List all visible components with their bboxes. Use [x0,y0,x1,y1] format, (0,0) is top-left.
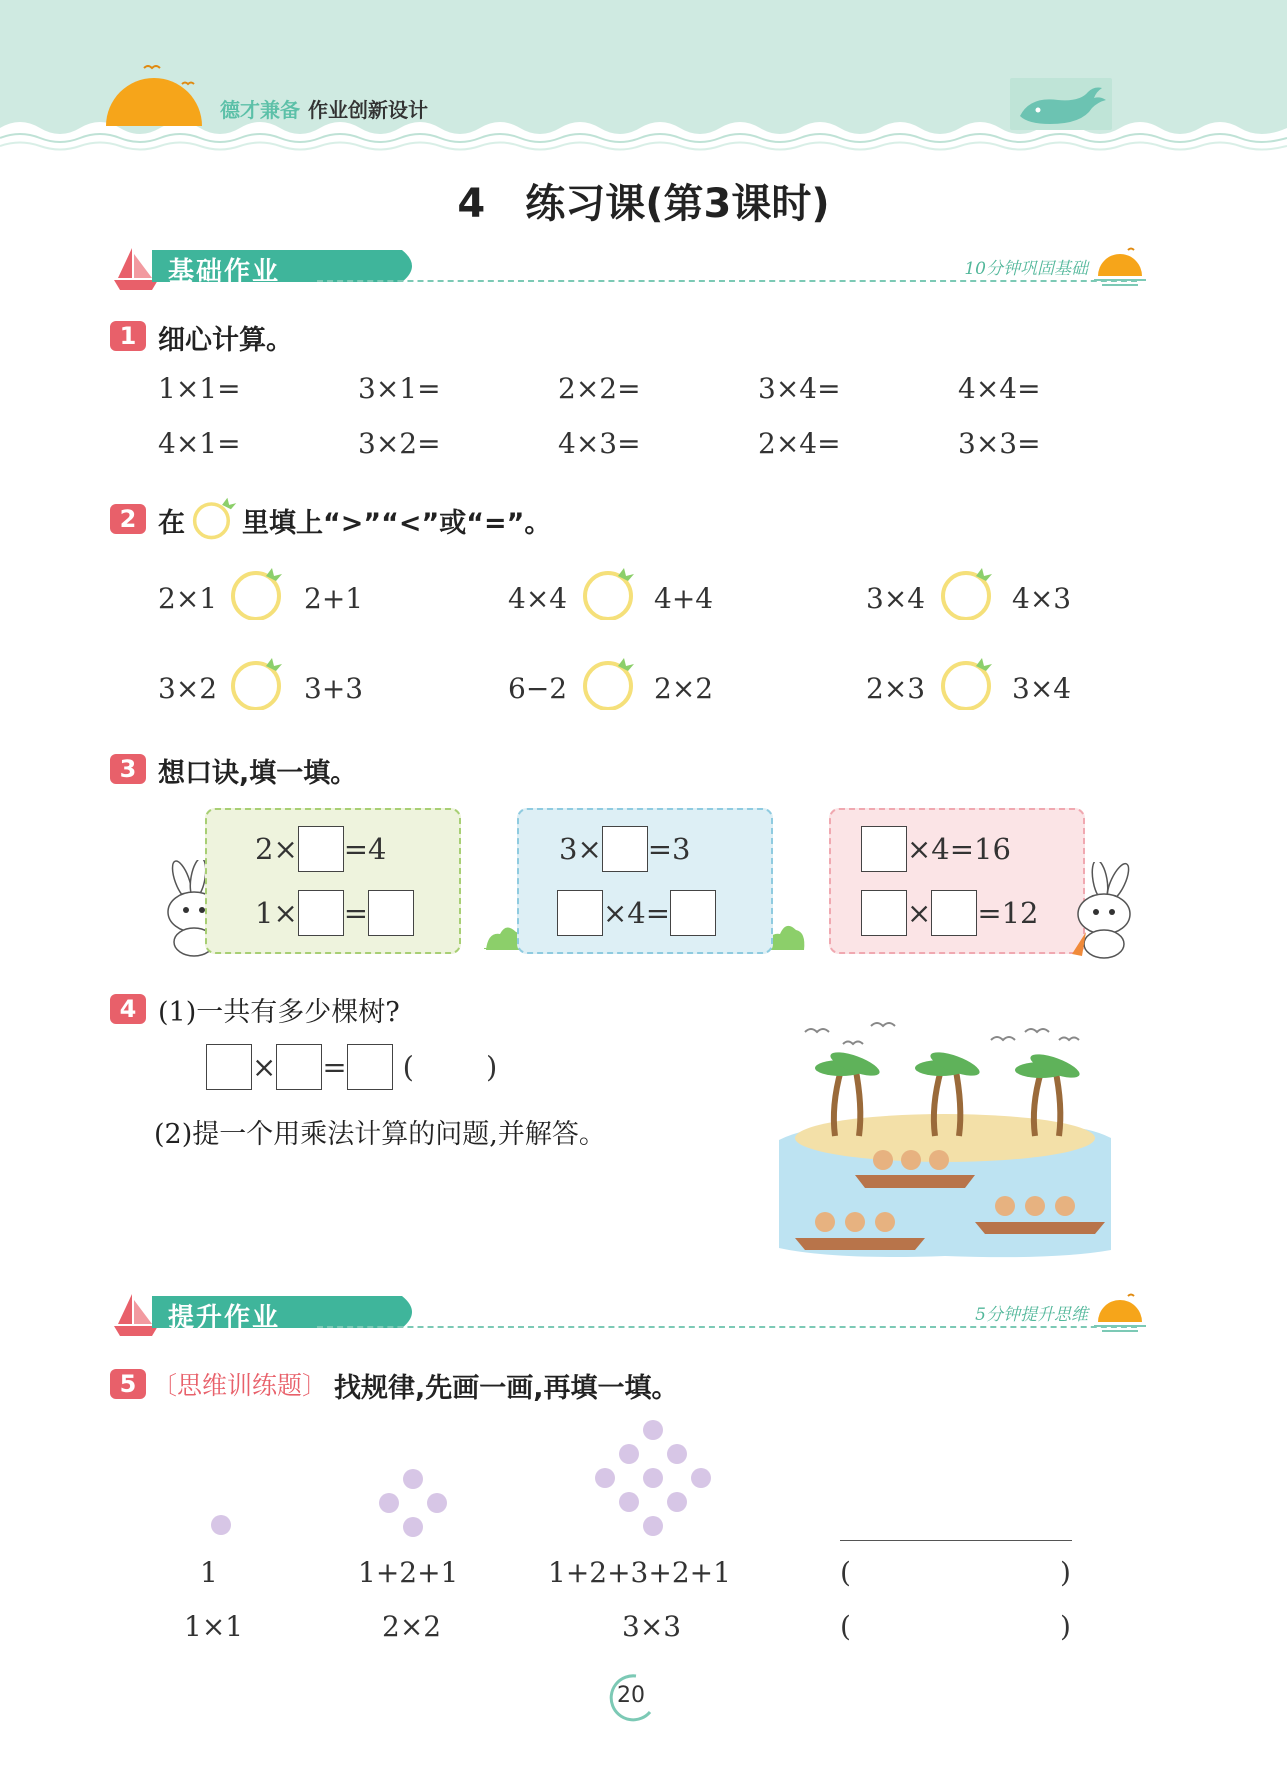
pattern-dot [595,1468,615,1488]
pattern-dot [379,1493,399,1513]
drawing-line[interactable] [840,1540,1072,1541]
pattern-dot [619,1444,639,1464]
product-blank-paren-open: ( [840,1610,851,1643]
answer-circle[interactable] [582,568,634,620]
section-hint-advanced: 5分钟提升思维 [975,1305,1088,1325]
ring-icon [192,496,238,542]
section-label-advanced: 提升作业 [168,1303,281,1333]
sun-icon [1092,244,1148,288]
pattern-dot [403,1469,423,1489]
answer-box[interactable] [347,1044,393,1090]
pattern-dot [667,1444,687,1464]
pattern-sum-2: 1+2+1 [358,1556,459,1589]
section-hint-basic: 10分钟巩固基础 [964,259,1088,279]
answer-box[interactable] [298,890,344,936]
fill-card-1 [205,808,461,954]
product-answer-blank[interactable] [864,1610,1054,1646]
card-1-r1-a: 2× [255,832,298,866]
page-title: 4 练习课(第3课时) [457,181,830,227]
q2-left-1: 2×1 [158,582,218,615]
question-2-prompt-b: 里填上“>”“<”或“=”。 [242,508,552,539]
pattern-dot [211,1515,231,1535]
card-2-r1-b: =3 [647,832,691,866]
question-1-prompt: 细心计算。 [158,325,293,356]
q2-right-1: 2+1 [304,582,364,615]
brand-part-2: 作业创新设计 [308,98,428,122]
card-3-r2-b: =12 [977,896,1039,930]
equals-sign: = [322,1050,347,1084]
q2-right-6: 3×4 [1012,672,1072,705]
q4-equation [206,1044,497,1090]
times-sign: × [252,1050,277,1084]
question-number-1: 1 [110,321,146,351]
card-1-row-2 [255,890,507,936]
product-blank-paren-close: ) [1060,1610,1071,1643]
pattern-dot [403,1517,423,1537]
question-4-sub-2: (2)提一个用乘法计算的问题,并解答。 [154,1119,606,1150]
card-3-r1-b: ×4=16 [907,832,1011,866]
q2-left-4: 3×2 [158,672,218,705]
card-1-row-1 [255,826,507,872]
question-number-4: 4 [110,994,146,1024]
card-3-r2-a: × [907,896,932,930]
q2-right-3: 4×3 [1012,582,1072,615]
answer-circle[interactable] [582,658,634,710]
q1-expr-r1-1: 1×1= [158,372,241,405]
sum-blank-paren-close: ) [1060,1556,1071,1589]
answer-circle[interactable] [940,658,992,710]
pattern-dot [619,1492,639,1512]
answer-box[interactable] [931,890,977,936]
sun-icon [1092,1290,1148,1334]
pattern-dot [427,1493,447,1513]
question-3-prompt: 想口诀,填一填。 [158,758,358,789]
answer-circle[interactable] [230,568,282,620]
q1-expr-r2-1: 4×1= [158,427,241,460]
answer-box[interactable] [298,826,344,872]
section-divider [317,1326,1137,1328]
question-5-prompt: 找规律,先画一画,再填一填。 [334,1373,679,1404]
q1-expr-r2-5: 3×3= [958,427,1041,460]
sum-answer-blank[interactable] [864,1556,1054,1592]
card-2-r2-a: ×4= [603,896,671,930]
q1-expr-r1-3: 2×2= [558,372,641,405]
unit-paren-close: ) [485,1050,498,1084]
pattern-dot [667,1492,687,1512]
answer-circle[interactable] [940,568,992,620]
pattern-dot [643,1420,663,1440]
q2-right-4: 3+3 [304,672,364,705]
pattern-dot [643,1468,663,1488]
pattern-product-3: 3×3 [622,1610,682,1643]
pattern-sum-1: 1 [200,1556,218,1589]
bird-icons [805,1023,1079,1044]
brand-part-1: 德才兼备 [220,98,300,122]
card-1-r2-b: = [343,896,369,930]
island-illustration [775,1010,1115,1260]
card-2-r1-a: 3× [559,832,602,866]
answer-box[interactable] [276,1044,322,1090]
answer-box[interactable] [557,890,603,936]
pattern-product-1: 1×1 [184,1610,244,1643]
question-5-tag: 〔思维训练题〕 [152,1371,328,1400]
sum-blank-paren-open: ( [840,1556,851,1589]
q2-left-3: 3×4 [866,582,926,615]
q1-expr-r2-2: 3×2= [358,427,441,460]
answer-box[interactable] [206,1044,252,1090]
q1-expr-r2-4: 2×4= [758,427,841,460]
answer-box[interactable] [602,826,648,872]
answer-box[interactable] [861,890,907,936]
q1-expr-r1-5: 4×4= [958,372,1041,405]
answer-circle[interactable] [230,658,282,710]
brand-title [220,94,428,123]
pattern-product-2: 2×2 [382,1610,442,1643]
answer-box[interactable] [861,826,907,872]
question-number-5: 5 [110,1369,146,1399]
section-label-basic: 基础作业 [168,257,281,287]
question-number-3: 3 [110,754,146,784]
q1-expr-r1-2: 3×1= [358,372,441,405]
answer-box[interactable] [368,890,414,936]
section-banner-basic [112,244,1148,296]
q2-left-6: 2×3 [866,672,926,705]
section-banner-advanced [112,1290,1148,1342]
q1-expr-r2-3: 4×3= [558,427,641,460]
bunny-icon [1060,862,1144,960]
pattern-dot [643,1516,663,1536]
fill-card-3 [829,808,1085,954]
page-number: 20 [617,1683,645,1708]
unit-paren-open: ( [402,1050,414,1084]
fill-card-2 [517,808,773,954]
sun-icon [104,60,204,130]
whale-icon [1010,78,1112,130]
q2-left-5: 6−2 [508,672,568,705]
card-2-row-2 [557,890,809,936]
pattern-dot [691,1468,711,1488]
q2-left-2: 4×4 [508,582,568,615]
answer-box[interactable] [670,890,716,936]
card-2-row-1 [559,826,811,872]
q2-right-5: 2×2 [654,672,714,705]
q2-right-2: 4+4 [654,582,714,615]
card-1-r2-a: 1× [255,896,298,930]
card-1-r1-b: =4 [343,832,387,866]
q1-expr-r1-4: 3×4= [758,372,841,405]
pattern-sum-3: 1+2+3+2+1 [548,1556,731,1589]
question-2-prompt-a: 在 [158,508,185,539]
question-4-sub-1: (1)一共有多少棵树? [158,997,400,1028]
question-number-2: 2 [110,504,146,534]
section-divider [317,280,1137,282]
